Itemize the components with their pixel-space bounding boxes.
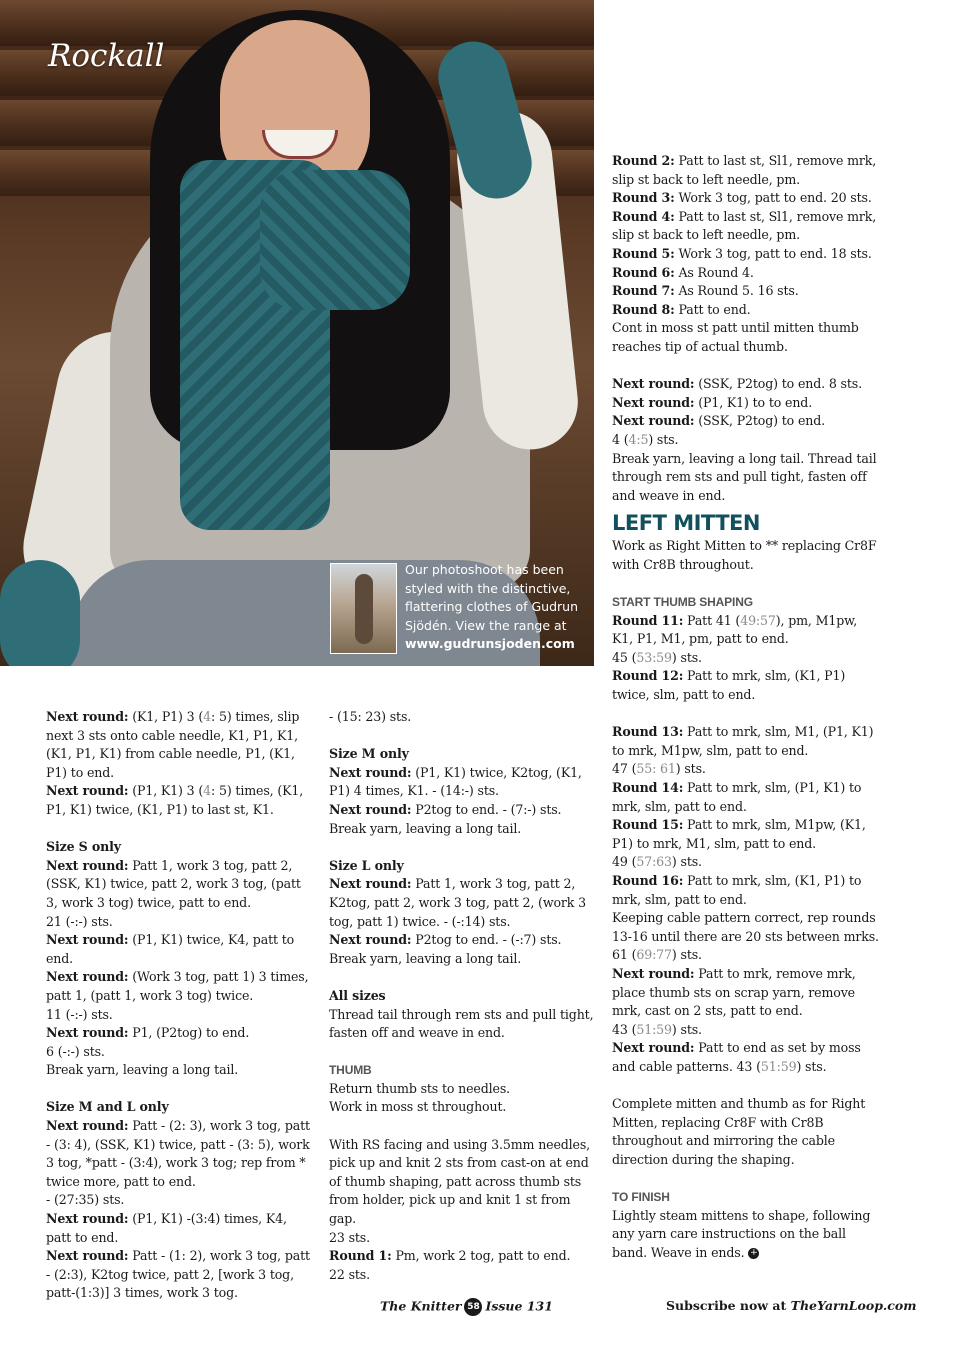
instruction: Break yarn, leaving a long tail. Thread tail through rem sts and pull tight, fasten off and weave in end. xyxy=(612,450,877,503)
instruction: Complete mitten and thumb as for Right Mitten, replacing Cr8F with Cr8B throughout and mirroring the cable direction during the shaping. xyxy=(612,1096,866,1167)
instruction: Break yarn, leaving a long tail. xyxy=(329,950,522,966)
instruction: Next round: (K1, P1) 3 (4: 5) times, slip next 3 sts onto cable needle, K1, P1, K1, (K1, P1, K1) from cable needle, P1, (K1, P1) to end. xyxy=(46,709,300,780)
instruction: Break yarn, leaving a long tail. xyxy=(329,820,522,836)
footer-subscribe: Subscribe now at TheYarnLoop.com xyxy=(666,1298,917,1313)
instruction: Keeping cable pattern correct, rep rounds 13-16 until there are 20 sts between mrks. xyxy=(612,910,879,944)
column-2 xyxy=(329,708,595,1284)
end-mark-icon: + xyxy=(750,1247,758,1258)
stitch-count: 47 (55: 61) sts. xyxy=(612,761,706,777)
stitch-count: 61 (69:77) sts. xyxy=(612,947,702,963)
stitch-count: 43 (51:59) sts. xyxy=(612,1021,702,1037)
instruction: Next round: (Work 3 tog, patt 1) 3 times, patt 1, (patt 1, work 3 tog) twice. xyxy=(46,969,309,1003)
instruction: Round 14: Patt to mrk, slm, (P1, K1) to mrk, slm, patt to end. xyxy=(612,780,862,814)
footer-site-link[interactable]: TheYarnLoop.com xyxy=(790,1298,917,1313)
instruction: Next round: Patt - (1: 2), work 3 tog, patt - (2:3), K2tog twice, patt 2, [work 3 tog, patt-(1:3)] 3 times, work 3 tog. xyxy=(46,1248,310,1301)
caption-url[interactable]: www.gudrunsjoden.com xyxy=(405,636,575,651)
instruction: Round 1: Pm, work 2 tog, patt to end. xyxy=(329,1248,571,1264)
instruction: With RS facing and using 3.5mm needles, pick up and knit 2 sts from cast-on at end of thumb shaping, patt across thumb sts from holder, pick up and knit 1 st from gap. xyxy=(329,1136,591,1227)
instruction: Return thumb sts to needles. xyxy=(329,1080,510,1096)
instruction: Work as Right Mitten to ** replacing Cr8F with Cr8B throughout. xyxy=(612,538,877,572)
page-number: 58 xyxy=(464,1298,482,1316)
stitch-count: - (27:35) sts. xyxy=(46,1192,125,1208)
section-heading: Size M and L only xyxy=(46,1099,169,1115)
section-title: LEFT MITTEN xyxy=(612,511,760,536)
instruction: Round 4: Patt to last st, Sl1, remove mrk, slip st back to left needle, pm. xyxy=(612,208,877,243)
section-heading: START THUMB SHAPING xyxy=(612,595,753,610)
instruction: Thread tail through rem sts and pull tight, fasten off and weave in end. xyxy=(329,1006,594,1041)
instruction: Next round: Patt to mrk, remove mrk, place thumb sts on scrap yarn, remove mrk, cast on 2 sts, patt to end. xyxy=(612,965,856,1019)
stitch-count: 49 (57:63) sts. xyxy=(612,854,702,870)
instruction: Next round: (P1, K1) to to end. xyxy=(612,394,813,410)
thumbnail-photo xyxy=(330,563,397,654)
section-heading: TO FINISH xyxy=(612,1190,670,1205)
section-heading: Size L only xyxy=(329,857,404,873)
instruction: Round 12: Patt to mrk, slm, (K1, P1) twice, slm, patt to end. xyxy=(612,668,846,703)
instruction: Next round: Patt 1, work 3 tog, patt 2, (SSK, K1) twice, patt 2, work 3 tog, (patt 3, work 3 tog) twice, patt to end. xyxy=(46,857,301,910)
instruction: Next round: (P1, K1) twice, K2tog, (K1, P1) 4 times, K1. - (14:-) sts. xyxy=(329,764,582,799)
stitch-count: - (15: 23) sts. xyxy=(329,709,412,724)
section-heading: All sizes xyxy=(329,987,386,1003)
photo-caption: Our photoshoot has been styled with the distinctive, flattering clothes of Gudrun Sjödén. View the range at www.gudrunsjoden.com xyxy=(405,562,579,651)
instruction: Next round: (P1, K1) -(3:4) times, K4, patt to end. xyxy=(46,1211,287,1245)
instruction: Cont in moss st patt until mitten thumb reaches tip of actual thumb. xyxy=(612,320,859,354)
instruction: Round 15: Patt to mrk, slm, M1pw, (K1, P1) to mrk, M1, slm, patt to end. xyxy=(612,817,866,851)
section-heading: Size M only xyxy=(329,746,409,762)
instruction: Round 5: Work 3 tog, patt to end. 18 sts. xyxy=(612,245,872,261)
instruction: Next round: (SSK, P2tog) to end. xyxy=(612,413,825,429)
stitch-count: 21 (-:-) sts. xyxy=(46,913,113,929)
instruction: Round 8: Patt to end. xyxy=(612,301,751,317)
pattern-title: Rockall xyxy=(48,38,165,74)
instruction: Next round: Patt to end as set by moss and cable patterns. 43 (51:59) sts. xyxy=(612,1040,861,1074)
instruction: Round 11: Patt 41 (49:57), pm, M1pw, K1, P1, M1, pm, patt to end. xyxy=(612,612,858,647)
column-3 xyxy=(612,152,880,1262)
instruction: Round 6: As Round 4. xyxy=(612,264,754,280)
column-1 xyxy=(46,708,314,1303)
stitch-count: 22 sts. xyxy=(329,1266,370,1282)
instruction: Round 16: Patt to mrk, slm, (K1, P1) to mrk, slm, patt to end. xyxy=(612,872,862,907)
instruction: Next round: Patt - (2: 3), work 3 tog, patt - (3: 4), (SSK, K1) twice, patt - (3: 5), work 3 tog, *patt - (3:4), work 3 tog; rep from * twice more, patt to end. xyxy=(46,1118,310,1189)
stitch-count: 11 (-:-) sts. xyxy=(46,1006,113,1022)
stitch-count: 4 (4:5) sts. xyxy=(612,431,679,447)
instruction: Next round: P1, (P2tog) to end. xyxy=(46,1025,250,1041)
instruction: Next round: P2tog to end. - (-:7) sts. xyxy=(329,932,562,948)
instruction: Lightly steam mittens to shape, following any yarn care instructions on the ball band. Weave in ends. + xyxy=(612,1207,871,1260)
instruction: Round 3: Work 3 tog, patt to end. 20 sts. xyxy=(612,190,872,206)
instruction: Work in moss st throughout. xyxy=(329,1099,507,1115)
section-heading: THUMB xyxy=(329,1063,372,1078)
instruction: Round 7: As Round 5. 16 sts. xyxy=(612,283,799,299)
instruction: Next round: P2tog to end. - (7:-) sts. xyxy=(329,801,562,817)
section-heading: Size S only xyxy=(46,839,121,855)
stitch-count: 6 (-:-) sts. xyxy=(46,1043,105,1059)
instruction: Round 13: Patt to mrk, slm, M1, (P1, K1) to mrk, M1pw, slm, patt to end. xyxy=(612,724,874,758)
instruction: Next round: (SSK, P2tog) to end. 8 sts. xyxy=(612,376,862,392)
stitch-count: 23 sts. xyxy=(329,1229,370,1245)
instruction: Next round: Patt 1, work 3 tog, patt 2, K2tog, patt 2, work 3 tog, patt 2, (work 3 tog, patt 1) twice. - (-:14) sts. xyxy=(329,876,586,929)
footer-magazine: The Knitter 58 Issue 131 xyxy=(380,1298,553,1316)
stitch-count: 45 (53:59) sts. xyxy=(612,649,702,665)
instruction: Round 2: Patt to last st, Sl1, remove mrk, slip st back to left needle, pm. xyxy=(612,153,877,187)
instruction: Break yarn, leaving a long tail. xyxy=(46,1062,239,1078)
hero-photo xyxy=(0,0,594,666)
instruction: Next round: (P1, K1) 3 (4: 5) times, (K1, P1, K1) twice, (K1, P1) to last st, K1. xyxy=(46,783,304,817)
instruction: Next round: (P1, K1) twice, K4, patt to end. xyxy=(46,932,295,966)
